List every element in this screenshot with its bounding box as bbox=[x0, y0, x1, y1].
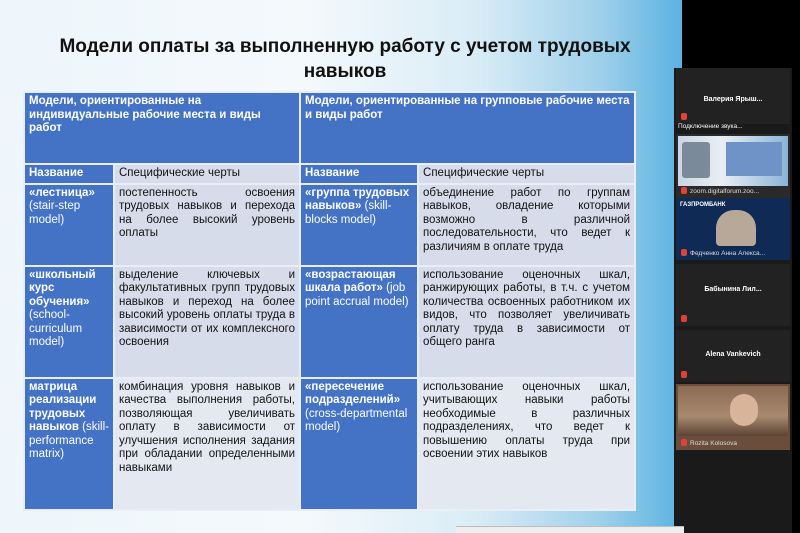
model-features: выделение ключевых и факультативных групп трудовых навыков и переход на более высокий уровень оплаты труда в зависимости от их комплексного освоения bbox=[114, 266, 300, 378]
model-name-en: (skill-blocks model) bbox=[305, 200, 392, 226]
model-name: матрица реализации трудовых навыков bbox=[29, 380, 97, 433]
model-name-cell bbox=[300, 266, 418, 378]
participant-video bbox=[678, 386, 788, 436]
participant-caption: Rozita Kolosova bbox=[690, 440, 737, 447]
audio-connect-bar[interactable] bbox=[678, 123, 792, 133]
header-individual: Модели, ориентированные на индивидуальные рабочие места и виды работ bbox=[24, 92, 300, 164]
mic-muted-icon bbox=[681, 315, 687, 322]
model-name-cell bbox=[300, 184, 418, 266]
model-name-cell bbox=[300, 378, 418, 510]
model-name-cell bbox=[24, 266, 114, 378]
subheader-name-right: Название bbox=[300, 164, 418, 184]
screen-preview bbox=[678, 136, 788, 186]
audio-connect-label: Подключение звука... bbox=[678, 123, 743, 130]
mic-muted-icon bbox=[681, 439, 687, 446]
mic-muted-icon bbox=[681, 249, 687, 256]
subheader-name-left: Название bbox=[24, 164, 114, 184]
model-features: объединение работ по группам навыков, овладение которыми возможно в различной последовательности, что ведет к различиям в оплате труда bbox=[418, 184, 635, 266]
participant-tile[interactable] bbox=[676, 134, 790, 198]
table-header-row bbox=[24, 92, 635, 164]
mic-muted-icon bbox=[681, 187, 687, 194]
participant-tile[interactable] bbox=[676, 384, 790, 450]
slide-title: Модели оплаты за выполненную работу с учетом трудовых навыков bbox=[59, 36, 631, 82]
participant-tile[interactable] bbox=[676, 198, 790, 260]
participant-tile[interactable] bbox=[676, 68, 790, 124]
avatar bbox=[730, 394, 758, 426]
slide-thumbnail bbox=[726, 142, 782, 176]
participant-name: Бабынина Лил... bbox=[704, 286, 762, 293]
company-logo: ГАЗПРОМБАНК bbox=[680, 202, 726, 208]
model-name: «возрастающая шкала работ» bbox=[305, 268, 396, 294]
subheader-features-left: Специфические черты bbox=[114, 164, 300, 184]
subheader-features-right: Специфические черты bbox=[418, 164, 635, 184]
model-name: «школьный курс обучения» bbox=[29, 268, 96, 308]
participant-tile[interactable] bbox=[676, 264, 790, 326]
bottom-notification-strip[interactable] bbox=[456, 526, 684, 533]
table-row bbox=[24, 378, 635, 510]
header-group: Модели, ориентированные на групповые рабочие места и виды работ bbox=[300, 92, 635, 164]
model-features: постепенность освоения трудовых навыков и перехода на более высокий уровень оплаты bbox=[114, 184, 300, 266]
avatar bbox=[716, 210, 756, 246]
model-name-en: (job point accrual model) bbox=[305, 282, 409, 308]
table-row bbox=[24, 266, 635, 378]
model-name-en: (cross-departmental model) bbox=[305, 407, 408, 433]
participant-name: Alena Vankevich bbox=[705, 351, 761, 358]
model-features: комбинация уровня навыков и качества выполнения работы, позволяющая увеличивать оплату в зависимости от улучшения исполнения задания при обладании определенными навыками bbox=[114, 378, 300, 510]
mic-muted-icon bbox=[681, 371, 687, 378]
model-name: «лестница» bbox=[29, 186, 95, 199]
model-name-en: (stair-step model) bbox=[29, 200, 81, 226]
participants-panel[interactable] bbox=[674, 68, 792, 533]
model-name-cell bbox=[24, 378, 114, 510]
mic-muted-icon bbox=[681, 113, 687, 120]
table-row bbox=[24, 184, 635, 266]
model-features: использование оценочных шкал, ранжирующих работы, в т.ч. с учетом количества освоенных работником их видов, что позволяет увеличивать оплату труда в зависимости от общего ранга bbox=[418, 266, 635, 378]
participant-caption: zoom.digitalforum.zoo... bbox=[690, 188, 760, 195]
model-name-en: (skill-performance matrix) bbox=[29, 421, 109, 460]
avatar bbox=[682, 142, 710, 178]
model-name: «пересечение подразделений» bbox=[305, 380, 401, 406]
model-features: использование оценочных шкал, учитывающих навыки работы необходимые в различных подразделениях, что ведет к повышению оплаты труда при освоении этих навыков bbox=[418, 378, 635, 510]
model-name-cell bbox=[24, 184, 114, 266]
participant-tile[interactable] bbox=[676, 330, 790, 382]
participant-name: Валерия Ярыш... bbox=[703, 96, 763, 103]
table-subheader-row bbox=[24, 164, 635, 184]
payment-models-table bbox=[23, 91, 636, 511]
model-name: «группа трудовых навыков» bbox=[305, 186, 410, 212]
participant-caption: Федченко Анна Алекса... bbox=[690, 250, 766, 257]
model-name-en: (school-curriculum model) bbox=[29, 309, 83, 348]
